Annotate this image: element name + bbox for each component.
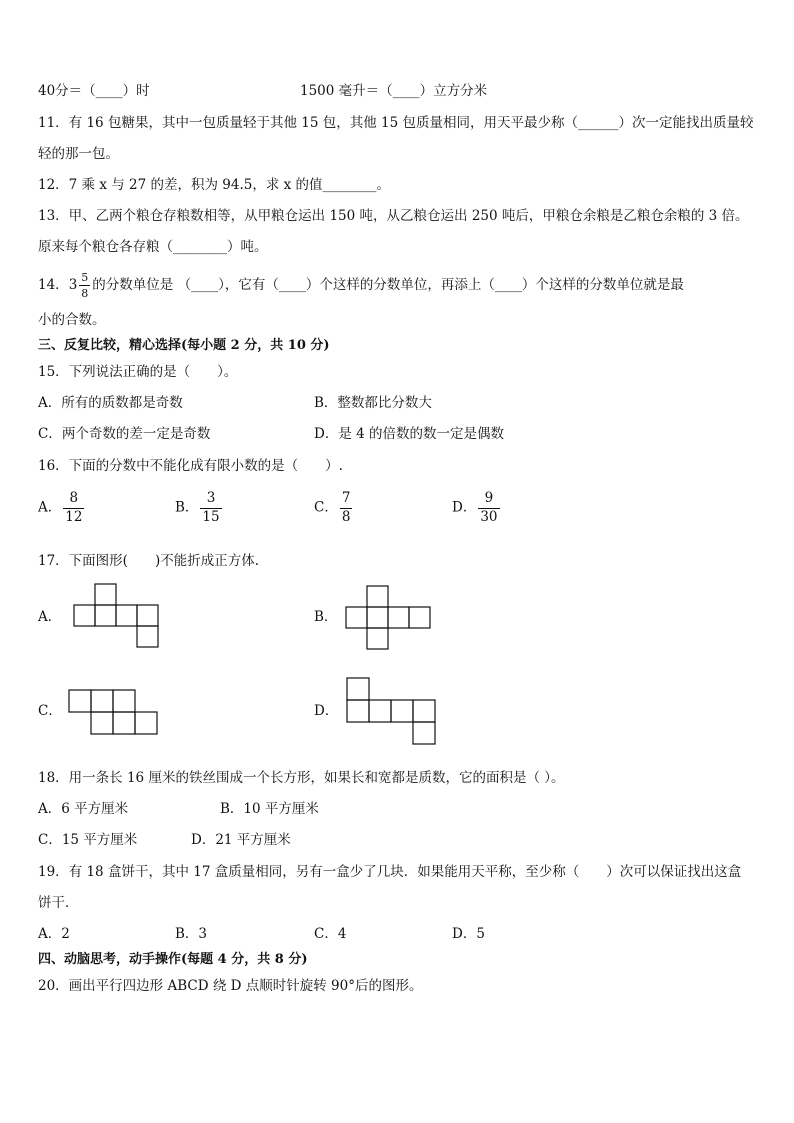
q14-line2: 小的合数。 <box>38 312 106 328</box>
q16-option-d-label: D． <box>452 499 477 516</box>
q16-option-d[interactable] <box>452 492 502 524</box>
q14-whole: 3 <box>68 277 78 293</box>
q17-option-a-label[interactable]: A． <box>38 609 62 625</box>
q14-prefix: 14． <box>38 277 69 293</box>
q20-text: 20．画出平行四边形 ABCD 绕 D 点顺时针旋转 90°后的图形。 <box>38 978 423 994</box>
q16-option-c-fraction <box>340 492 353 524</box>
q16-option-a-fraction <box>63 492 84 524</box>
q16-option-b-fraction <box>200 492 221 524</box>
section-3-title: 三、反复比较，精心选择(每小题 2 分，共 10 分) <box>38 338 330 353</box>
q14-line1 <box>38 272 684 299</box>
q18-option-a[interactable]: A．6 平方厘米 <box>38 801 129 817</box>
q15-option-b[interactable]: B．整数都比分数大 <box>314 395 432 411</box>
q16-stem: 16．下面的分数中不能化成有限小数的是（ ）. <box>38 458 343 474</box>
numerator: 8 <box>63 492 84 509</box>
q14-numerator: 5 <box>81 271 89 284</box>
denominator: 8 <box>341 508 351 525</box>
q14-rest: 的分数单位是 （____），它有（____）个这样的分数单位，再添上（____）个这样的分数单位就是最 <box>92 277 684 293</box>
q17-option-c-label[interactable]: C． <box>38 703 62 719</box>
q19-option-a[interactable]: A．2 <box>38 926 70 942</box>
section-4-title: 四、动脑思考，动手操作(每题 4 分，共 8 分) <box>38 952 308 967</box>
q14-denominator: 8 <box>81 287 89 300</box>
q19-option-b[interactable]: B．3 <box>175 926 208 942</box>
q17-net-a[interactable] <box>73 583 161 651</box>
q16-option-b-label: B． <box>175 499 199 516</box>
q10-right: 1500 毫升＝（____）立方分米 <box>300 83 488 99</box>
q18-option-d[interactable]: D．21 平方厘米 <box>191 832 291 848</box>
denominator: 12 <box>65 508 83 525</box>
q15-stem: 15．下列说法正确的是（ ）。 <box>38 364 238 380</box>
q10-left: 40分＝（____）时 <box>38 83 150 99</box>
q18-option-b[interactable]: B．10 平方厘米 <box>220 801 319 817</box>
q16-option-d-fraction <box>478 492 499 524</box>
q17-net-c[interactable] <box>68 689 160 737</box>
q16-option-a[interactable] <box>38 492 86 524</box>
q15-option-d[interactable]: D．是 4 的倍数的数一定是偶数 <box>314 426 504 442</box>
q14-fraction <box>79 272 90 299</box>
q13-line1: 13．甲、乙两个粮仓存粮数相等，从甲粮仓运出 150 吨，从乙粮仓运出 250 吨后，甲粮仓余粮是乙粮仓余粮的 3 倍。 <box>38 208 749 224</box>
q18-option-c[interactable]: C．15 平方厘米 <box>38 832 138 848</box>
denominator: 15 <box>202 508 220 525</box>
q17-option-d-label[interactable]: D． <box>314 703 339 719</box>
q11-line1: 11．有 16 包糖果，其中一包质量轻于其他 15 包，其他 15 包质量相同，用天平最少称（______）次一定能找出质量较 <box>38 115 754 131</box>
q19-line1: 19．有 18 盒饼干，其中 17 盒质量相同，另有一盒少了几块．如果能用天平称，至少称（ ）次可以保证找出这盒 <box>38 864 742 880</box>
q16-option-a-label: A． <box>38 499 62 516</box>
q17-option-b-label[interactable]: B． <box>314 609 338 625</box>
denominator: 30 <box>480 508 498 525</box>
q12-text: 12．7 乘 x 与 27 的差，积为 94.5，求 x 的值________。 <box>38 177 391 193</box>
q16-option-c[interactable] <box>314 492 354 524</box>
q17-net-d[interactable] <box>346 677 438 747</box>
numerator: 9 <box>478 492 499 509</box>
q19-option-d[interactable]: D．5 <box>452 926 485 942</box>
q18-stem: 18．用一条长 16 厘米的铁丝围成一个长方形，如果长和宽都是质数，它的面积是（ ）。 <box>38 770 565 786</box>
q15-option-c[interactable]: C．两个奇数的差一定是奇数 <box>38 426 211 442</box>
numerator: 7 <box>340 492 353 509</box>
q16-option-b[interactable] <box>175 492 224 524</box>
q16-option-c-label: C． <box>314 499 338 516</box>
q17-net-b[interactable] <box>345 585 433 653</box>
q15-option-a[interactable]: A．所有的质数都是奇数 <box>38 395 183 411</box>
q19-option-c[interactable]: C．4 <box>314 926 347 942</box>
q13-line2: 原来每个粮仓各存粮（________）吨。 <box>38 239 268 255</box>
numerator: 3 <box>200 492 221 509</box>
q11-line2: 轻的那一包。 <box>38 146 119 162</box>
q17-stem: 17．下面图形( )不能折成正方体. <box>38 553 260 569</box>
q19-line2: 饼干． <box>38 895 79 911</box>
